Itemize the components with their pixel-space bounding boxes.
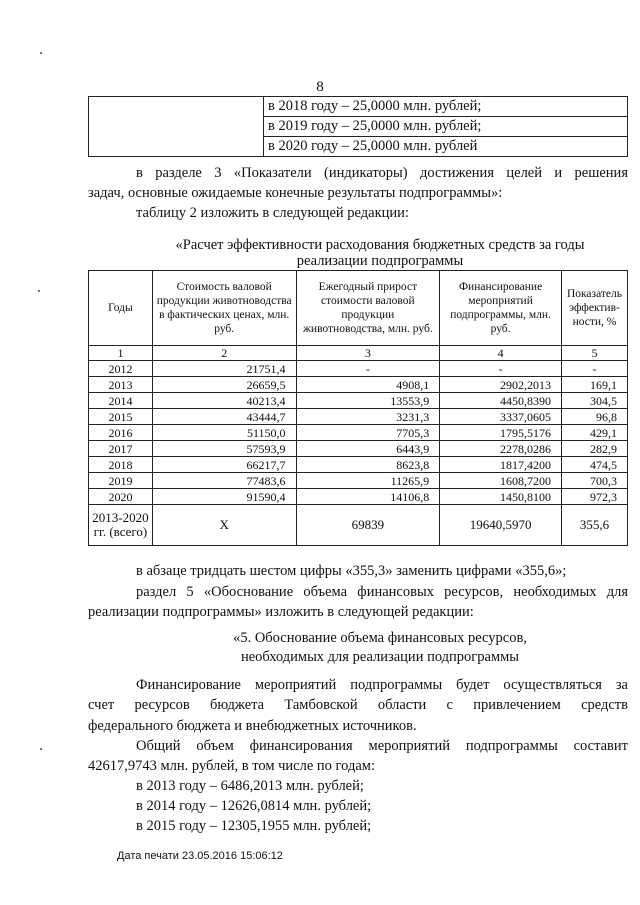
table-cell: в 2020 году – 25,0000 млн. рублей	[264, 137, 628, 157]
table-cell: в 2019 году – 25,0000 млн. рублей;	[264, 117, 628, 137]
intro-line-3: таблицу 2 изложить в следующей редакции:	[136, 205, 409, 221]
total-cell: 69839	[296, 505, 440, 546]
year-cell: 2014	[89, 393, 153, 409]
table-cell: 1608,7200	[440, 473, 562, 489]
table-cell: 304,5	[561, 393, 627, 409]
list-item: в 2013 году – 6486,2013 млн. рублей;	[136, 778, 364, 794]
table-cell: 7705,3	[296, 425, 440, 441]
table-cell: 43444,7	[152, 409, 296, 425]
table-cell: 91590,4	[152, 489, 296, 505]
table-row	[89, 97, 628, 117]
year-cell: 2020	[89, 489, 153, 505]
table-cell: 1450,8100	[440, 489, 562, 505]
table-cell: 96,8	[561, 409, 627, 425]
header-efficiency: Показатель эффектив-ности, %	[561, 271, 627, 346]
table-row	[89, 377, 628, 393]
list-item: в 2014 году – 12626,0814 млн. рублей;	[136, 798, 372, 814]
year-cell: 2012	[89, 361, 153, 377]
table-cell: 66217,7	[152, 457, 296, 473]
intro-line-1: в разделе 3 «Показатели (индикаторы) достижения целей и решения	[136, 165, 628, 181]
table-cell: 21751,4	[152, 361, 296, 377]
header-financing: Финансирование мероприятий подпрограммы, млн. руб.	[440, 271, 562, 346]
header-annual-increase: Ежегодный прирост стоимости валовой продукции животноводства, млн. руб.	[296, 271, 440, 346]
year-cell: 2017	[89, 441, 153, 457]
after-line-2: раздел 5 «Обоснование объема финансовых ресурсов, необходимых для	[136, 584, 628, 600]
table-cell: 282,9	[561, 441, 627, 457]
table-cell: 40213,4	[152, 393, 296, 409]
table-cell: 429,1	[561, 425, 627, 441]
table-cell: 2278,0286	[440, 441, 562, 457]
table-cell: 77483,6	[152, 473, 296, 489]
list-item: в 2015 году – 12305,1955 млн. рублей;	[136, 818, 372, 834]
table-cell: 4908,1	[296, 377, 440, 393]
table-cell: -	[296, 361, 440, 377]
year-cell: 2016	[89, 425, 153, 441]
table-cell: -	[561, 361, 627, 377]
table-cell: 8623,8	[296, 457, 440, 473]
funding-continuation-table	[88, 96, 628, 157]
column-number: 5	[561, 346, 627, 361]
table-header-row	[89, 271, 628, 346]
efficiency-table	[88, 270, 628, 546]
intro-line-2: задач, основные ожидаемые конечные результаты подпрограммы»:	[88, 185, 503, 201]
body-p1-line-2: счет ресурсов бюджета Тамбовской области с привлечением средств	[88, 697, 628, 713]
table-cell: 972,3	[561, 489, 627, 505]
table-cell: 14106,8	[296, 489, 440, 505]
body-p2-line-2: 42617,9743 млн. рублей, в том числе по годам:	[88, 758, 375, 774]
table-cell: 3337,0605	[440, 409, 562, 425]
table-cell: 13553,9	[296, 393, 440, 409]
table-row	[89, 409, 628, 425]
total-cell: X	[152, 505, 296, 546]
header-years: Годы	[89, 271, 153, 346]
table-cell: 169,1	[561, 377, 627, 393]
year-cell: 2019	[89, 473, 153, 489]
table-cell: 474,5	[561, 457, 627, 473]
column-number: 4	[440, 346, 562, 361]
table-cell: 2902,2013	[440, 377, 562, 393]
table-row	[89, 425, 628, 441]
table-title-line-2: реализации подпрограммы	[296, 253, 464, 269]
table-cell: -	[440, 361, 562, 377]
table-cell: 51150,0	[152, 425, 296, 441]
total-label: 2013-2020 гг. (всего)	[89, 505, 153, 546]
table-cell: 700,3	[561, 473, 627, 489]
table-cell: 1795,5176	[440, 425, 562, 441]
table-cell: 6443,9	[296, 441, 440, 457]
section5-title-line-2: необходимых для реализации подпрограммы	[240, 649, 520, 665]
table-row	[89, 473, 628, 489]
table-cell: 4450,8390	[440, 393, 562, 409]
body-p1-line-1: Финансирование мероприятий подпрограммы будет осуществляться за	[136, 677, 628, 693]
header-gross-output-cost: Стоимость валовой продукции животноводства в фактических ценах, млн. руб.	[152, 271, 296, 346]
scan-speck	[40, 52, 42, 54]
table-row	[89, 361, 628, 377]
table-cell: 1817,4200	[440, 457, 562, 473]
total-cell: 19640,5970	[440, 505, 562, 546]
table-row	[89, 457, 628, 473]
year-cell: 2018	[89, 457, 153, 473]
table-row	[89, 489, 628, 505]
section5-title-line-1: «5. Обоснование объема финансовых ресурсов,	[233, 630, 527, 646]
table-title-line-1: «Расчет эффективности расходования бюджетных средств за годы	[175, 237, 585, 253]
table-cell: 11265,9	[296, 473, 440, 489]
total-row	[89, 505, 628, 546]
column-number: 2	[152, 346, 296, 361]
after-line-1: в абзаце тридцать шестом цифры «355,3» заменить цифрами «355,6»;	[136, 563, 567, 579]
after-line-3: реализации подпрограммы» изложить в следующей редакции:	[88, 604, 474, 620]
table-cell: 3231,3	[296, 409, 440, 425]
column-number: 3	[296, 346, 440, 361]
scan-speck	[38, 290, 40, 292]
year-cell: 2013	[89, 377, 153, 393]
table-cell: в 2018 году – 25,0000 млн. рублей;	[264, 97, 628, 117]
year-cell: 2015	[89, 409, 153, 425]
body-p1-line-3: федерального бюджета и внебюджетных источников.	[88, 718, 417, 734]
body-p2-line-1: Общий объем финансирования мероприятий подпрограммы составит	[136, 738, 628, 754]
column-number-row	[89, 346, 628, 361]
table-row	[89, 441, 628, 457]
print-date: Дата печати 23.05.2016 15:06:12	[117, 850, 283, 862]
empty-cell	[89, 97, 264, 157]
table-cell: 57593,9	[152, 441, 296, 457]
table-cell: 26659,5	[152, 377, 296, 393]
page-number: 8	[316, 79, 324, 95]
table-row	[89, 393, 628, 409]
column-number: 1	[89, 346, 153, 361]
scan-speck	[40, 748, 42, 750]
total-cell: 355,6	[561, 505, 627, 546]
